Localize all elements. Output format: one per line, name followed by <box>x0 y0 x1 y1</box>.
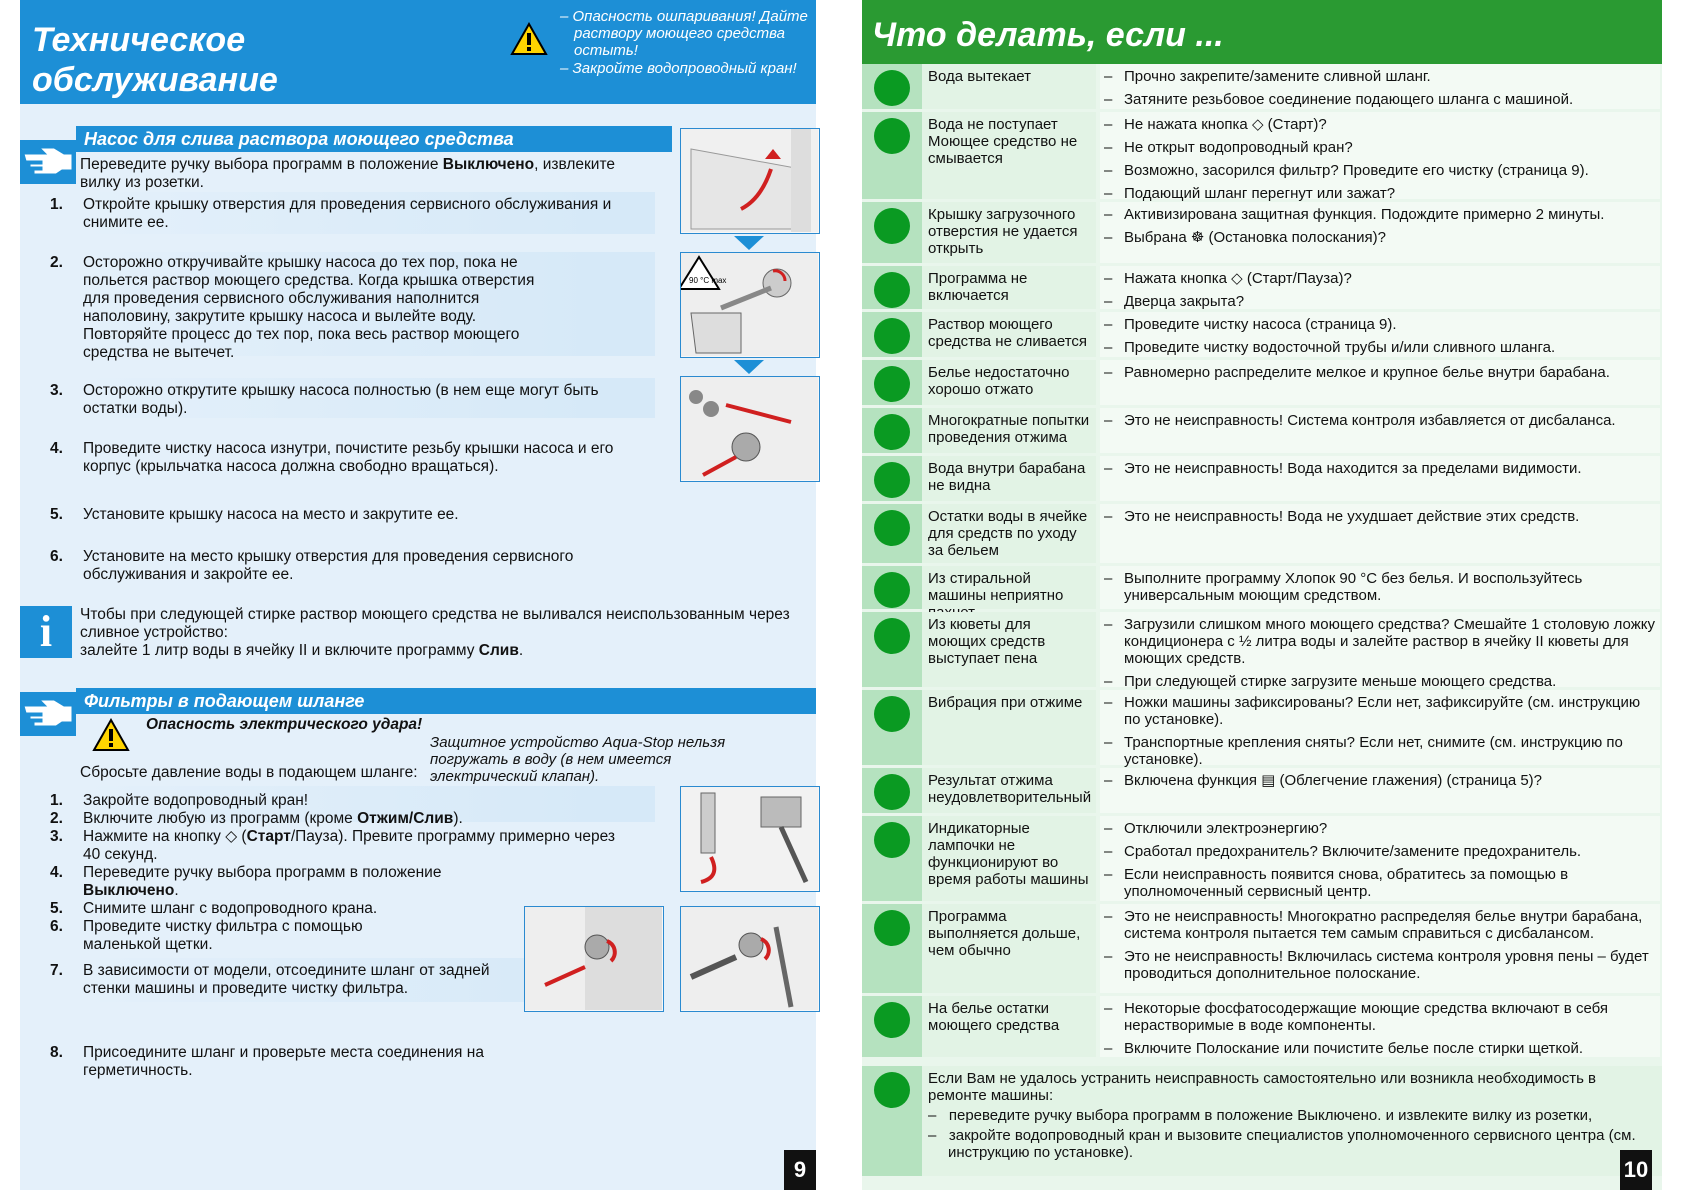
dot-column <box>862 566 922 609</box>
filter-step: 6. Проведите чистку фильтра с помощью маленькой щетки. <box>50 918 363 953</box>
solution-item: – Выбрана ☸ (Остановка полоскания)? <box>1104 229 1659 246</box>
problem-row <box>862 996 1662 1057</box>
bullet-dot <box>874 118 910 154</box>
solutions-cell <box>1100 904 1660 993</box>
solution-item: – Не нажата кнопка ◇ (Старт)? <box>1104 116 1659 133</box>
solution-item: – Это не неисправность! Система контроля избавляется от дисбаланса. <box>1104 412 1659 429</box>
pump-step: 6. Установите на место крышку отверстия для проведения сервисного обслуживания и закройте ее. <box>50 548 574 583</box>
solutions-cell <box>1100 266 1660 309</box>
hand-pointer-icon <box>20 692 76 736</box>
problem-label: Остатки воды в ячейке для средств по уходу за бельем <box>922 504 1096 563</box>
bullet-dot <box>874 462 910 498</box>
problem-label: Вода не поступает Моющее средство не смывается <box>922 112 1096 199</box>
dot-column <box>862 1066 922 1176</box>
reset-pressure-text: Сбросьте давление воды в подающем шланге: <box>80 764 418 781</box>
solutions-cell <box>1100 408 1660 453</box>
bullet-dot <box>874 910 910 946</box>
solution-item: – Включена функция ▤ (Облегчение глажения) (страница 5)? <box>1104 772 1659 789</box>
problem-row <box>862 612 1662 690</box>
filter-step: 2. Включите любую из программ (кроме Отжим/Слив). <box>50 810 463 827</box>
solutions-cell <box>1100 816 1660 901</box>
bullet-dot <box>874 774 910 810</box>
solution-item: – Сработал предохранитель? Включите/замените предохранитель. <box>1104 843 1659 860</box>
solution-item: – Равномерно распределите мелкое и крупное белье внутри барабана. <box>1104 364 1659 381</box>
filter-step: 1. Закройте водопроводный кран! <box>50 792 309 809</box>
page-number: 9 <box>784 1150 816 1190</box>
pump-step: 5. Установите крышку насоса на место и закрутите ее. <box>50 506 459 523</box>
bullet-dot <box>874 618 910 654</box>
solutions-cell <box>1100 768 1660 813</box>
problem-label: Вода внутри барабана не видна <box>922 456 1096 501</box>
solutions-cell <box>1100 112 1660 202</box>
left-header <box>20 0 816 104</box>
solution-item: – При следующей стирке загрузите меньше моющего средства. <box>1104 673 1659 690</box>
page-title-right: Что делать, если ... <box>872 16 1224 54</box>
aquastop-note: Защитное устройство Aqua-Stop нельзя погружать в воду (в нем имеется электрический клапан). <box>430 734 726 785</box>
solution-item: – Не открыт водопроводный кран? <box>1104 139 1659 156</box>
bullet-dot <box>874 822 910 858</box>
pump-step: 4. Проведите чистку насоса изнутри, почистите резьбу крышки насоса и его корпус (крыльчатка насоса должна свободно вращаться). <box>50 440 614 475</box>
problem-row <box>862 690 1662 768</box>
solutions-cell <box>1100 360 1660 405</box>
solution-item: – Это не неисправность! Многократно распределяя белье внутри барабана, система контроля пытается тем самым справиться с дисбалансом. <box>1104 908 1659 942</box>
problem-label: Крышку загрузочного отверстия не удается открыть <box>922 202 1096 263</box>
problem-label: Вибрация при отжиме <box>922 690 1096 765</box>
warning-line: – Закройте водопроводный кран! <box>560 60 797 77</box>
solutions-cell <box>1100 312 1660 357</box>
bullet-dot <box>874 318 910 354</box>
solution-item: – Включите Полоскание или почистите белье после стирки щеткой. <box>1104 1040 1659 1057</box>
warning-icon <box>92 718 130 752</box>
solution-item: – Некоторые фосфатосодержащие моющие средства включают в себя нерастворимые в воде компоненты. <box>1104 1000 1659 1034</box>
warning-text <box>560 8 820 78</box>
section-heading-pump: Насос для слива раствора моющего средства <box>76 126 672 152</box>
bullet-dot <box>874 696 910 732</box>
figure-tap-hose <box>680 786 820 892</box>
problem-row <box>862 456 1662 501</box>
problem-row <box>862 64 1662 109</box>
info-icon: i <box>20 606 72 658</box>
filter-step: 8. Присоедините шланг и проверьте места соединения на герметичность. <box>50 1044 484 1079</box>
solution-item: – Проведите чистку водосточной трубы и/или сливного шланга. <box>1104 339 1659 356</box>
filter-step: 5. Снимите шланг с водопроводного крана. <box>50 900 378 917</box>
dot-column <box>862 312 922 357</box>
solutions-cell <box>1100 202 1660 263</box>
problem-row <box>862 266 1662 309</box>
solution-item: – Возможно, засорился фильтр? Проведите его чистку (страница 9). <box>1104 162 1659 179</box>
filter-step: 3. Нажмите на кнопку ◇ (Старт/Пауза). Превите программу примерно через 40 секунд. <box>50 828 615 863</box>
solution-item: – Прочно закрепите/замените сливной шланг. <box>1104 68 1659 85</box>
page-number: 10 <box>1620 1150 1652 1190</box>
solutions-cell <box>1100 690 1660 768</box>
solution-item: – Активизирована защитная функция. Подождите примерно 2 минуты. <box>1104 206 1659 223</box>
solutions-cell <box>1100 612 1660 690</box>
bullet-dot <box>874 572 910 608</box>
solution-item: – Это не неисправность! Вода находится за пределами видимости. <box>1104 460 1659 477</box>
pump-step: 1. Откройте крышку отверстия для проведения сервисного обслуживания и снимите ее. <box>50 196 612 231</box>
figure-hose-back <box>524 906 664 1012</box>
problem-label: Раствор моющего средства не сливается <box>922 312 1096 357</box>
problem-label: Вода вытекает <box>922 64 1096 109</box>
problem-row <box>862 360 1662 405</box>
problem-label: На белье остатки моющего средства <box>922 996 1096 1057</box>
pump-step: 3. Осторожно открутите крышку насоса полностью (в нем еще могут быть остатки воды). <box>50 382 599 417</box>
solutions-cell <box>1100 996 1660 1057</box>
problem-row <box>862 768 1662 813</box>
warning-icon <box>510 22 548 56</box>
figure-filter-brush <box>680 906 820 1012</box>
solution-item: – Нажата кнопка ◇ (Старт/Пауза)? <box>1104 270 1659 287</box>
solution-item: – Это не неисправность! Вода не ухудшает действие этих средств. <box>1104 508 1659 525</box>
solution-item: – Ножки машины зафиксированы? Если нет, зафиксируйте (см. инструкцию по установке). <box>1104 694 1659 728</box>
danger-heading: Опасность электрического удара! <box>146 716 423 733</box>
figure-pump-cleaning <box>680 376 820 482</box>
bullet-dot <box>874 272 910 308</box>
problem-row <box>862 112 1662 202</box>
info-text: Чтобы при следующей стирке раствор моющего средства не выливался неиспользованным через сливное устройство: залейте 1 литр воды в ячейку II и включите программу Слив. <box>80 606 790 659</box>
solution-item: – Если неисправность появится снова, обратитесь за помощью в уполномоченный сервисный центр. <box>1104 866 1659 900</box>
problem-row <box>862 566 1662 609</box>
problem-row <box>862 202 1662 263</box>
filter-step: 7. В зависимости от модели, отсоедините шланг от задней стенки машины и проведите чистку фильтра. <box>50 962 490 997</box>
filter-step: 4. Переведите ручку выбора программ в положение Выключено. <box>50 864 442 899</box>
figure-drain-pump <box>680 252 820 358</box>
solution-item: – Дверца закрыта? <box>1104 293 1659 310</box>
problem-label: Индикаторные лампочки не функционируют во время работы машины <box>922 816 1096 901</box>
bullet-dot <box>874 366 910 402</box>
solution-item: – Это не неисправность! Включилась система контроля уровня пены – будет проводиться дополнительное полоскание. <box>1104 948 1659 982</box>
dot-column <box>862 690 922 765</box>
figure-label: 90 °C max <box>689 276 727 285</box>
right-page <box>842 0 1684 1190</box>
problem-label: Программа не включается <box>922 266 1096 309</box>
problem-row <box>862 816 1662 901</box>
solutions-cell <box>1100 64 1660 109</box>
warning-line: – Опасность ошпаривания! Дайте раствору моющего средства остыть! <box>560 8 808 59</box>
pump-step: 2. Осторожно откручивайте крышку насоса до тех пор, пока не польется раствор моющего средства. Когда крышка отверстия для проведения сервисного обслуживания наполнится наполовину, закрутите крышку насоса и вылейте воду. Повторяйте процесс до тех пор, пока весь раствор моющего средства не вытечет. <box>50 254 535 361</box>
dot-column <box>862 996 922 1057</box>
bullet-dot <box>874 208 910 244</box>
dot-column <box>862 816 922 901</box>
dot-column <box>862 408 922 453</box>
problem-label: Из стиральной машины неприятно <box>922 566 1096 609</box>
solution-item: – Проведите чистку насоса (страница 9). <box>1104 316 1659 333</box>
solution-item: – Подающий шланг перегнут или зажат? <box>1104 185 1659 202</box>
problem-row <box>862 504 1662 563</box>
bullet-dot <box>874 414 910 450</box>
solution-item: – Затяните резьбовое соединение подающего шланга с машиной. <box>1104 91 1659 108</box>
dot-column <box>862 360 922 405</box>
section-heading-filters: Фильтры в подающем шланге <box>76 688 816 714</box>
right-header <box>862 0 1662 64</box>
problem-label: Результат отжима неудовлетворительный <box>922 768 1096 813</box>
dot-column <box>862 612 922 687</box>
bullet-dot <box>874 1072 910 1108</box>
problem-row <box>862 312 1662 357</box>
bullet-dot <box>874 70 910 106</box>
contact-service-note: Если Вам не удалось устранить неисправность самостоятельно или возникла необходимость в ремонте машины: – переведите ручку выбора программ в положение Выключено. и извлеките вилку из розетки, – закройте водопроводный кран и вызовите специалистов уполномоченного сервисного центра (см. инструкцию по установке). <box>922 1066 1662 1176</box>
problem-row <box>862 904 1662 993</box>
page-title-left: Техническое обслуживание <box>32 21 278 99</box>
dot-column <box>862 904 922 993</box>
arrow-down-icon <box>734 236 764 250</box>
solutions-cell <box>1100 456 1660 501</box>
bullet-dot <box>874 510 910 546</box>
dot-column <box>862 266 922 309</box>
solution-item: – Выполните программу Хлопок 90 °C без белья. И воспользуйтесь универсальным моющим средством. <box>1104 570 1659 604</box>
problem-label: Белье недостаточно хорошо отжато <box>922 360 1096 405</box>
figure-service-flap <box>680 128 820 234</box>
dot-column <box>862 504 922 563</box>
solution-item: – Загрузили слишком много моющего средства? Смешайте 1 столовую ложку кондиционера с ½ литра воды и залейте раствор в ячейку II кюветы для моющих средств. <box>1104 616 1659 667</box>
dot-column <box>862 456 922 501</box>
arrow-down-icon <box>734 360 764 374</box>
dot-column <box>862 202 922 263</box>
problem-row <box>862 408 1662 453</box>
hand-pointer-icon <box>20 140 76 184</box>
solution-item: – Транспортные крепления сняты? Если нет, снимите (см. инструкцию по установке). <box>1104 734 1659 768</box>
dot-column <box>862 768 922 813</box>
solutions-cell <box>1100 566 1660 609</box>
solution-item: – Отключили электроэнергию? <box>1104 820 1659 837</box>
pump-intro: Переведите ручку выбора программ в положение Выключено, извлеките вилку из розетки. <box>80 156 615 191</box>
problem-label: Из кюветы для моющих средств выступает пена <box>922 612 1096 687</box>
problem-label: Многократные попытки проведения отжима <box>922 408 1096 453</box>
solutions-cell <box>1100 504 1660 563</box>
bullet-dot <box>874 1002 910 1038</box>
problem-label: Программа выполняется дольше, чем обычно <box>922 904 1096 993</box>
dot-column <box>862 64 922 109</box>
dot-column <box>862 112 922 199</box>
